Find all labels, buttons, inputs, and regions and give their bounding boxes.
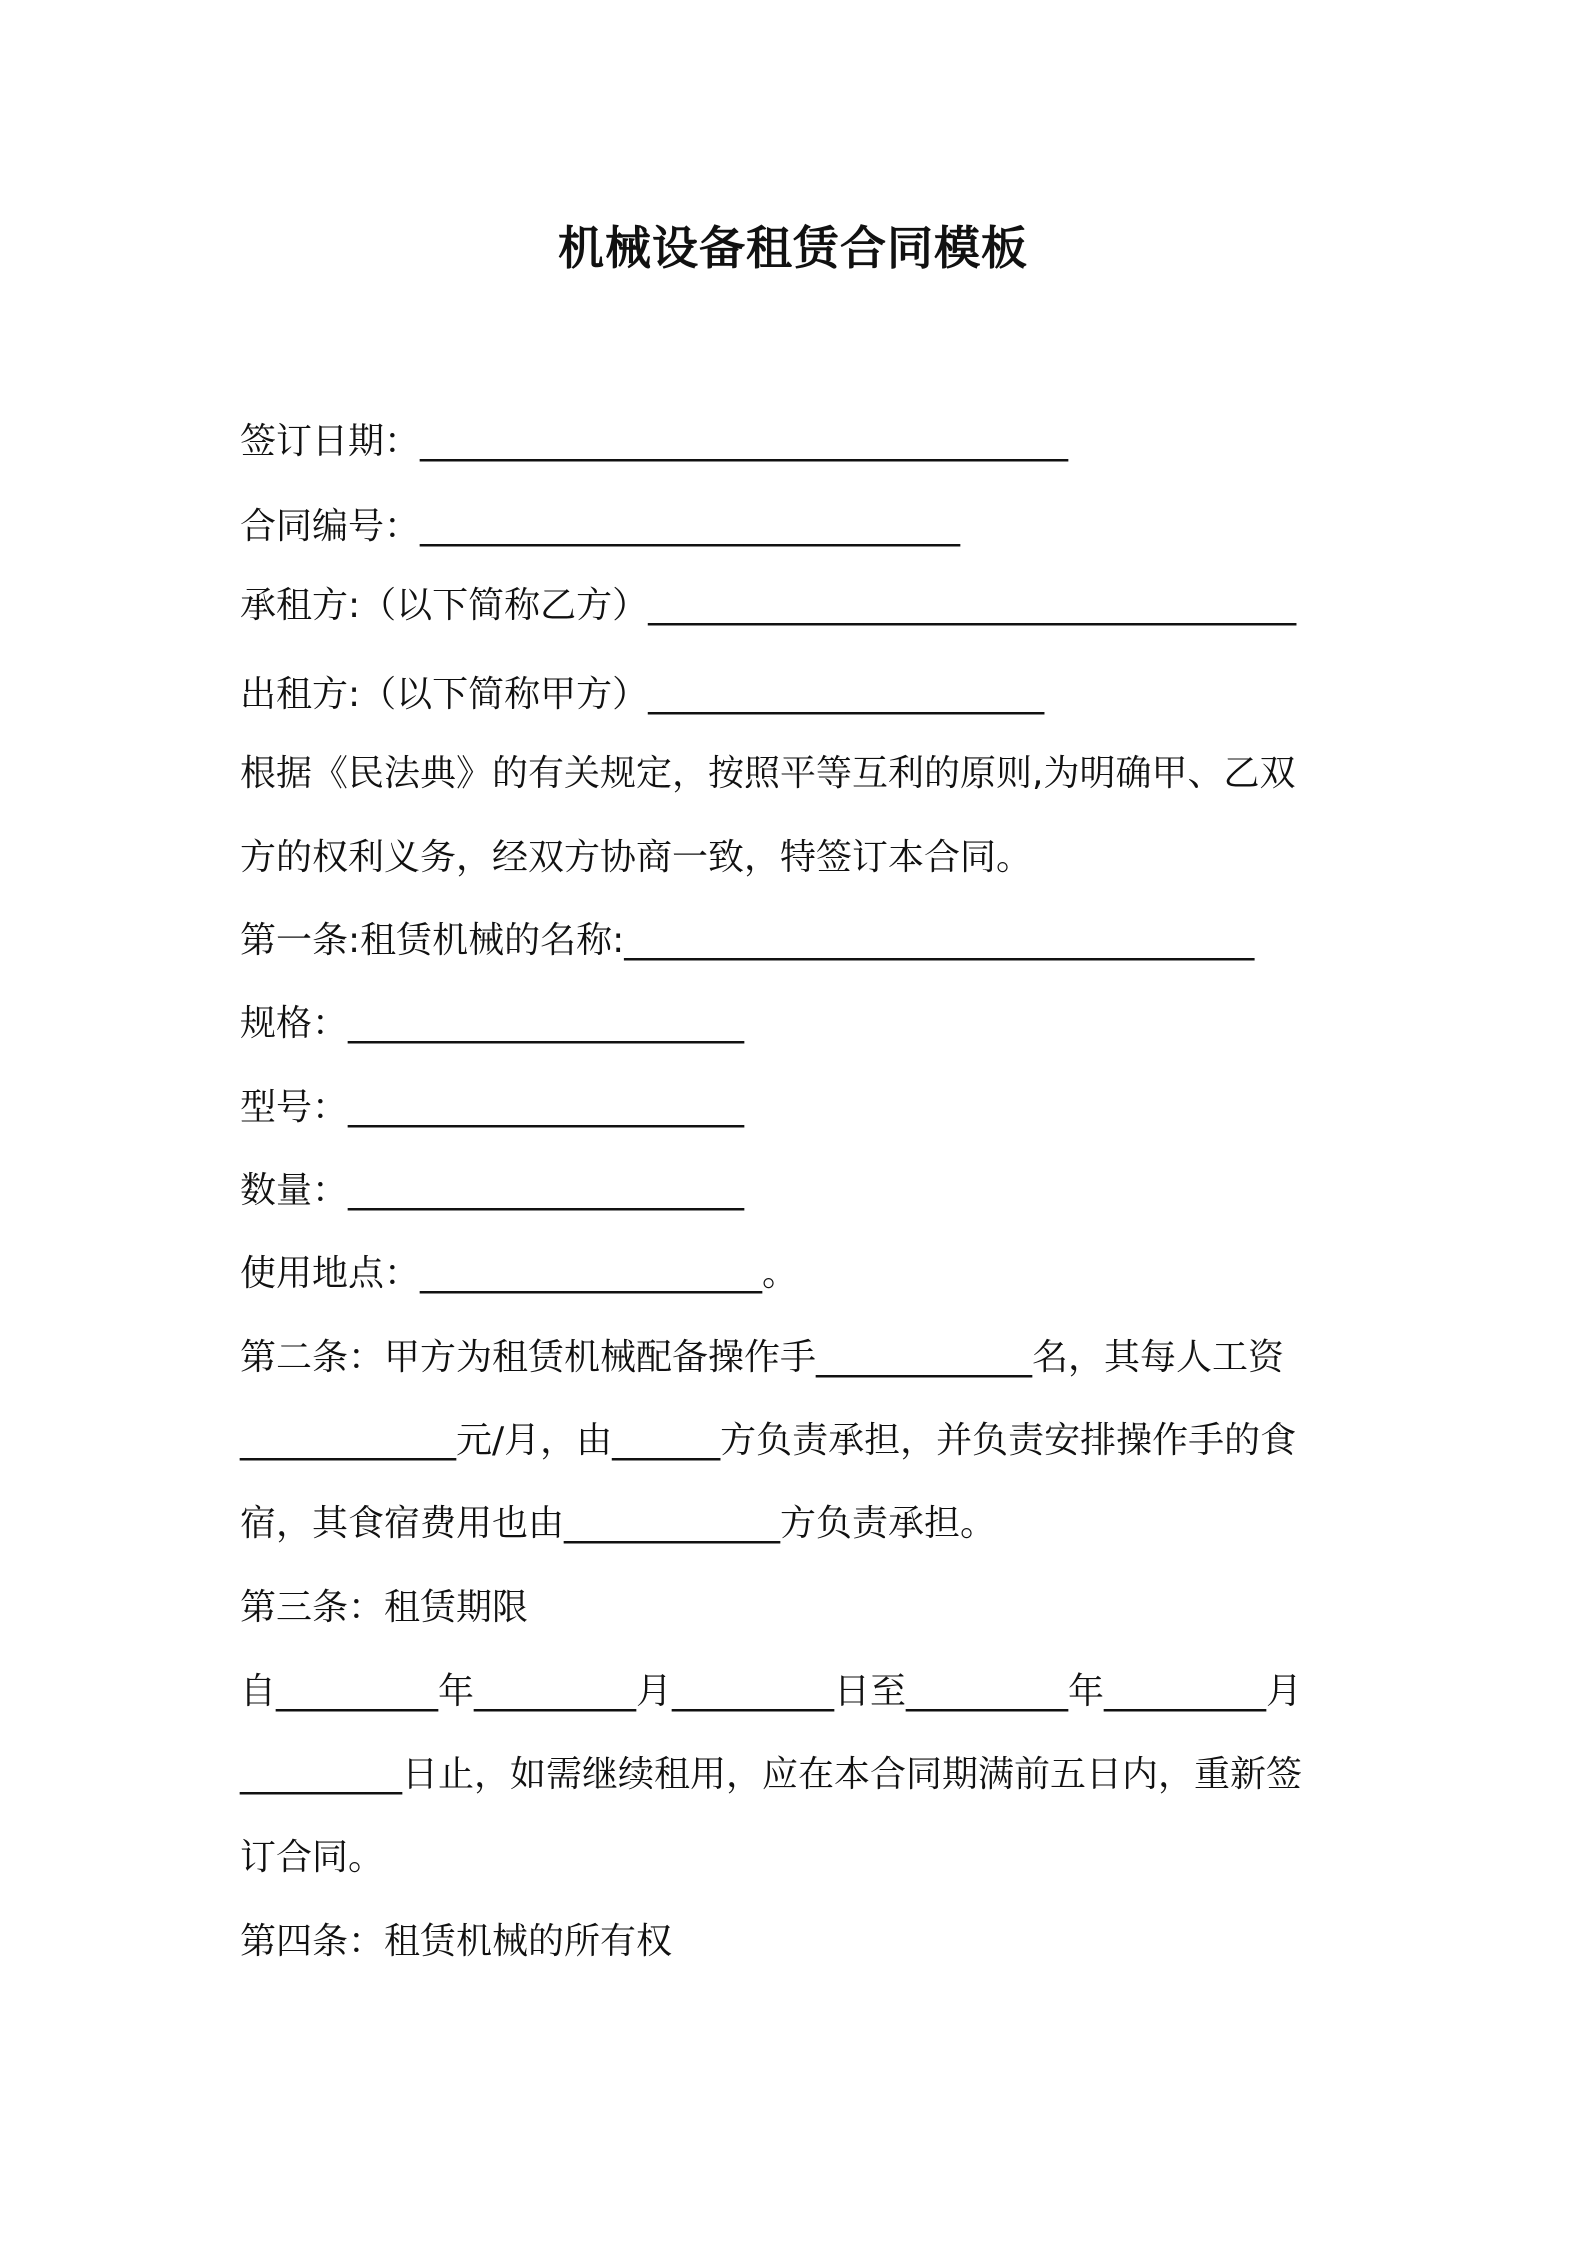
preamble-line-2: 方的权利义务，经双方协商一致，特签订本合同。 [240, 837, 1033, 878]
article-1-heading: 第一条:租赁机械的名称:___________________________________ [240, 920, 1255, 961]
lessee-line: 承租方:（以下简称乙方）____________________________________ [240, 585, 1297, 626]
article-2-line-2: ____________元/月，由______方负责承担，并负责安排操作手的食 [240, 1420, 1297, 1461]
specification-line: 规格：______________________ [240, 1003, 745, 1044]
location-line: 使用地点：___________________。 [240, 1253, 799, 1294]
quantity-line: 数量：______________________ [240, 1170, 745, 1211]
article-4-heading: 第四条：租赁机械的所有权 [240, 1921, 673, 1962]
article-3-heading: 第三条：租赁期限 [240, 1587, 529, 1628]
document-title: 机械设备租赁合同模板 [558, 221, 1028, 275]
article-3-line-2: _________日止，如需继续租用，应在本合同期满前五日内，重新签 [240, 1754, 1303, 1795]
preamble-line-1: 根据《民法典》的有关规定，按照平等互利的原则,为明确甲、乙双 [240, 753, 1296, 794]
article-2-line-3: 宿，其食宿费用也由____________方负责承担。 [240, 1503, 997, 1544]
contract-number-line: 合同编号：______________________________ [240, 506, 961, 547]
article-3-line-3: 订合同。 [240, 1837, 385, 1878]
article-2-line-1: 第二条：甲方为租赁机械配备操作手____________名，其每人工资 [240, 1337, 1285, 1378]
article-3-line-1: 自_________年_________月_________日至_________年_________月 [240, 1671, 1302, 1712]
model-line: 型号：______________________ [240, 1087, 745, 1128]
signing-date-line: 签订日期：____________________________________ [240, 421, 1069, 462]
lessor-line: 出租方:（以下简称甲方）______________________ [240, 674, 1045, 715]
